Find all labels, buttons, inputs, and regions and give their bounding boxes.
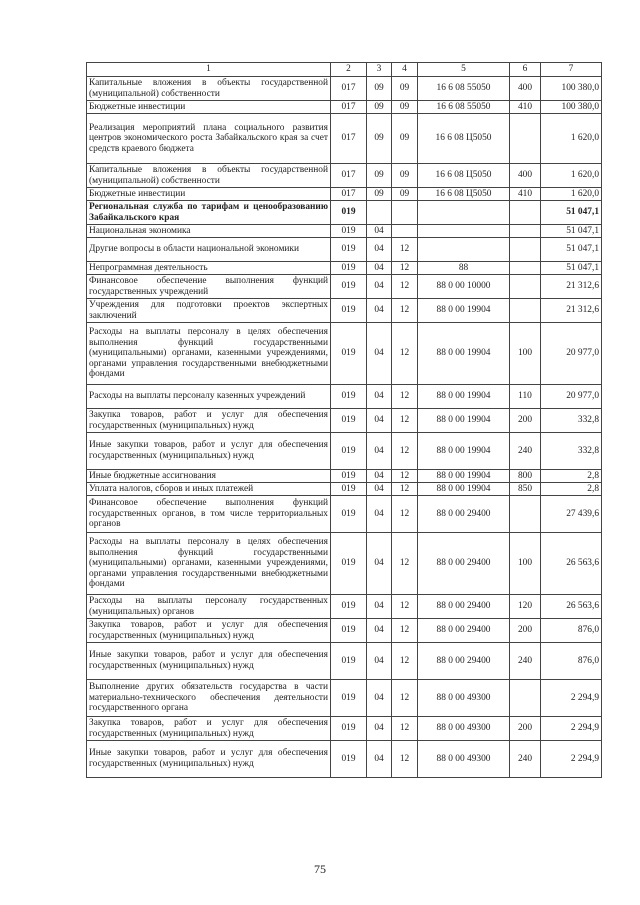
table-body: [87, 77, 602, 778]
budget-table: [86, 62, 602, 778]
expense-type-cell: 100: [510, 533, 541, 595]
ministry-code-cell: 017: [331, 188, 367, 201]
section-code-cell: 04: [367, 533, 392, 595]
table-row: [87, 409, 602, 433]
row-name-cell: Расходы на выплаты персоналу государственных (муниципальных) органов: [87, 595, 331, 619]
ministry-code-cell: 019: [331, 619, 367, 643]
section-code-cell: 04: [367, 225, 392, 238]
expense-type-cell: 240: [510, 643, 541, 680]
table-row: [87, 101, 602, 114]
subsection-code-cell: 12: [392, 409, 418, 433]
table-row: [87, 643, 602, 680]
row-name-cell: Закупка товаров, работ и услуг для обеспечения государственных (муниципальных) нужд: [87, 409, 331, 433]
ministry-code-cell: 019: [331, 741, 367, 778]
table-row: [87, 680, 602, 717]
amount-cell: 1 620,0: [541, 164, 602, 188]
subsection-code-cell: 09: [392, 114, 418, 164]
subsection-code-cell: 09: [392, 77, 418, 101]
amount-cell: 51 047,1: [541, 201, 602, 225]
column-header-7: 7: [541, 63, 602, 77]
subsection-code-cell: 12: [392, 470, 418, 483]
table-row: [87, 77, 602, 101]
table-row: [87, 225, 602, 238]
subsection-code-cell: 12: [392, 741, 418, 778]
ministry-code-cell: 019: [331, 262, 367, 275]
expense-type-cell: [510, 201, 541, 225]
amount-cell: 1 620,0: [541, 188, 602, 201]
subsection-code-cell: 12: [392, 643, 418, 680]
section-code-cell: 04: [367, 275, 392, 299]
ministry-code-cell: 019: [331, 238, 367, 262]
ministry-code-cell: 019: [331, 323, 367, 385]
target-article-cell: [418, 225, 510, 238]
section-code-cell: 09: [367, 101, 392, 114]
column-header-5: 5: [418, 63, 510, 77]
table-row: [87, 323, 602, 385]
amount-cell: 26 563,6: [541, 595, 602, 619]
subsection-code-cell: 12: [392, 680, 418, 717]
expense-type-cell: 240: [510, 741, 541, 778]
target-article-cell: 88 0 00 19904: [418, 433, 510, 470]
amount-cell: 26 563,6: [541, 533, 602, 595]
target-article-cell: 88 0 00 10000: [418, 275, 510, 299]
ministry-code-cell: 019: [331, 717, 367, 741]
expense-type-cell: 850: [510, 483, 541, 496]
expense-type-cell: 800: [510, 470, 541, 483]
subsection-code-cell: 12: [392, 496, 418, 533]
amount-cell: 100 380,0: [541, 101, 602, 114]
target-article-cell: 16 6 08 55050: [418, 101, 510, 114]
target-article-cell: 16 6 08 Ц5050: [418, 164, 510, 188]
expense-type-cell: [510, 496, 541, 533]
row-name-cell: Расходы на выплаты персоналу казенных учреждений: [87, 385, 331, 409]
row-name-cell: Капитальные вложения в объекты государственной (муниципальной) собственности: [87, 164, 331, 188]
subsection-code-cell: 12: [392, 533, 418, 595]
section-code-cell: 09: [367, 188, 392, 201]
section-code-cell: [367, 201, 392, 225]
target-article-cell: 88 0 00 19904: [418, 409, 510, 433]
expense-type-cell: [510, 238, 541, 262]
subsection-code-cell: 12: [392, 717, 418, 741]
row-name-cell: Капитальные вложения в объекты государственной (муниципальной) собственности: [87, 77, 331, 101]
target-article-cell: 88 0 00 29400: [418, 496, 510, 533]
subsection-code-cell: 12: [392, 483, 418, 496]
table-row: [87, 496, 602, 533]
amount-cell: 100 380,0: [541, 77, 602, 101]
section-code-cell: 04: [367, 483, 392, 496]
subsection-code-cell: 12: [392, 433, 418, 470]
ministry-code-cell: 019: [331, 299, 367, 323]
target-article-cell: 16 6 08 55050: [418, 77, 510, 101]
table-row: [87, 595, 602, 619]
column-header-2: 2: [331, 63, 367, 77]
subsection-code-cell: 12: [392, 262, 418, 275]
section-code-cell: 04: [367, 680, 392, 717]
subsection-code-cell: 09: [392, 188, 418, 201]
row-name-cell: Иные закупки товаров, работ и услуг для обеспечения государственных (муниципальных) нужд: [87, 643, 331, 680]
expense-type-cell: [510, 299, 541, 323]
ministry-code-cell: 019: [331, 595, 367, 619]
amount-cell: 51 047,1: [541, 238, 602, 262]
page-number: 75: [314, 862, 326, 876]
section-code-cell: 04: [367, 643, 392, 680]
row-name-cell: Бюджетные инвестиции: [87, 101, 331, 114]
subsection-code-cell: 12: [392, 275, 418, 299]
target-article-cell: 88 0 00 49300: [418, 741, 510, 778]
section-code-cell: 09: [367, 114, 392, 164]
amount-cell: 1 620,0: [541, 114, 602, 164]
amount-cell: 21 312,6: [541, 275, 602, 299]
target-article-cell: 88 0 00 19904: [418, 385, 510, 409]
amount-cell: 876,0: [541, 619, 602, 643]
column-header-1: 1: [87, 63, 331, 77]
amount-cell: 2 294,9: [541, 717, 602, 741]
ministry-code-cell: 019: [331, 433, 367, 470]
expense-type-cell: 200: [510, 409, 541, 433]
target-article-cell: 88 0 00 19904: [418, 470, 510, 483]
section-code-cell: 04: [367, 717, 392, 741]
ministry-code-cell: 019: [331, 409, 367, 433]
target-article-cell: 88 0 00 29400: [418, 643, 510, 680]
row-name-cell: Закупка товаров, работ и услуг для обеспечения государственных (муниципальных) нужд: [87, 717, 331, 741]
row-name-cell: Иные закупки товаров, работ и услуг для обеспечения государственных (муниципальных) нужд: [87, 433, 331, 470]
section-code-cell: 04: [367, 433, 392, 470]
row-name-cell: Расходы на выплаты персоналу в целях обеспечения выполнения функций государственными (муниципальными) органами, казенными учреждениями, органами управления государственными внебюджетными фондами: [87, 533, 331, 595]
ministry-code-cell: 017: [331, 164, 367, 188]
expense-type-cell: [510, 114, 541, 164]
column-header-4: 4: [392, 63, 418, 77]
row-name-cell: Учреждения для подготовки проектов экспертных заключений: [87, 299, 331, 323]
expense-type-cell: [510, 275, 541, 299]
section-code-cell: 04: [367, 619, 392, 643]
row-name-cell: Выполнение других обязательств государства в части материально-технического обеспечения деятельности государственного органа: [87, 680, 331, 717]
target-article-cell: 88 0 00 29400: [418, 595, 510, 619]
target-article-cell: [418, 201, 510, 225]
subsection-code-cell: 09: [392, 101, 418, 114]
amount-cell: 332,8: [541, 433, 602, 470]
amount-cell: 51 047,1: [541, 225, 602, 238]
table-row: [87, 201, 602, 225]
target-article-cell: 88: [418, 262, 510, 275]
table-row: [87, 483, 602, 496]
ministry-code-cell: 017: [331, 101, 367, 114]
expense-type-cell: 410: [510, 188, 541, 201]
row-name-cell: Бюджетные инвестиции: [87, 188, 331, 201]
subsection-code-cell: 12: [392, 595, 418, 619]
row-name-cell: Реализация мероприятий плана социального развития центров экономического роста Забайкальского края за счет средств краевого бюджета: [87, 114, 331, 164]
row-name-cell: Иные закупки товаров, работ и услуг для обеспечения государственных (муниципальных) нужд: [87, 741, 331, 778]
table-row: [87, 717, 602, 741]
row-name-cell: Финансовое обеспечение выполнения функций государственных учреждений: [87, 275, 331, 299]
subsection-code-cell: 09: [392, 164, 418, 188]
table-row: [87, 470, 602, 483]
section-code-cell: 04: [367, 385, 392, 409]
ministry-code-cell: 019: [331, 225, 367, 238]
row-name-cell: Закупка товаров, работ и услуг для обеспечения государственных (муниципальных) нужд: [87, 619, 331, 643]
section-code-cell: 04: [367, 595, 392, 619]
table-row: [87, 238, 602, 262]
ministry-code-cell: 019: [331, 643, 367, 680]
section-code-cell: 04: [367, 238, 392, 262]
table-header-row: [87, 63, 602, 77]
expense-type-cell: 200: [510, 717, 541, 741]
amount-cell: 51 047,1: [541, 262, 602, 275]
expense-type-cell: [510, 680, 541, 717]
amount-cell: 2 294,9: [541, 741, 602, 778]
table-row: [87, 385, 602, 409]
section-code-cell: 09: [367, 77, 392, 101]
ministry-code-cell: 019: [331, 533, 367, 595]
target-article-cell: 88 0 00 19904: [418, 483, 510, 496]
section-code-cell: 04: [367, 496, 392, 533]
expense-type-cell: 200: [510, 619, 541, 643]
section-code-cell: 04: [367, 741, 392, 778]
table-row: [87, 433, 602, 470]
target-article-cell: [418, 238, 510, 262]
table-row: [87, 275, 602, 299]
target-article-cell: 16 6 08 Ц5050: [418, 188, 510, 201]
target-article-cell: 88 0 00 29400: [418, 533, 510, 595]
subsection-code-cell: 12: [392, 299, 418, 323]
table-row: [87, 619, 602, 643]
ministry-code-cell: 019: [331, 275, 367, 299]
ministry-code-cell: 019: [331, 496, 367, 533]
amount-cell: 27 439,6: [541, 496, 602, 533]
ministry-code-cell: 017: [331, 114, 367, 164]
amount-cell: 20 977,0: [541, 323, 602, 385]
subsection-code-cell: 12: [392, 323, 418, 385]
amount-cell: 2,8: [541, 470, 602, 483]
table-row: [87, 114, 602, 164]
subsection-code-cell: [392, 201, 418, 225]
target-article-cell: 88 0 00 19904: [418, 323, 510, 385]
amount-cell: 2,8: [541, 483, 602, 496]
row-name-cell: Другие вопросы в области национальной экономики: [87, 238, 331, 262]
table-row: [87, 741, 602, 778]
subsection-code-cell: 12: [392, 385, 418, 409]
section-code-cell: 04: [367, 262, 392, 275]
subsection-code-cell: 12: [392, 238, 418, 262]
expense-type-cell: 400: [510, 77, 541, 101]
expense-type-cell: [510, 225, 541, 238]
target-article-cell: 88 0 00 49300: [418, 680, 510, 717]
expense-type-cell: 400: [510, 164, 541, 188]
row-name-cell: Региональная служба по тарифам и ценообразованию Забайкальского края: [87, 201, 331, 225]
amount-cell: 21 312,6: [541, 299, 602, 323]
row-name-cell: Уплата налогов, сборов и иных платежей: [87, 483, 331, 496]
row-name-cell: Иные бюджетные ассигнования: [87, 470, 331, 483]
column-header-6: 6: [510, 63, 541, 77]
section-code-cell: 09: [367, 164, 392, 188]
subsection-code-cell: 12: [392, 619, 418, 643]
section-code-cell: 04: [367, 323, 392, 385]
table-row: [87, 299, 602, 323]
ministry-code-cell: 019: [331, 470, 367, 483]
ministry-code-cell: 019: [331, 483, 367, 496]
target-article-cell: 88 0 00 19904: [418, 299, 510, 323]
table-row: [87, 533, 602, 595]
amount-cell: 2 294,9: [541, 680, 602, 717]
section-code-cell: 04: [367, 299, 392, 323]
amount-cell: 332,8: [541, 409, 602, 433]
expense-type-cell: 120: [510, 595, 541, 619]
table-row: [87, 262, 602, 275]
ministry-code-cell: 019: [331, 680, 367, 717]
ministry-code-cell: 019: [331, 385, 367, 409]
target-article-cell: 88 0 00 29400: [418, 619, 510, 643]
expense-type-cell: 100: [510, 323, 541, 385]
expense-type-cell: 410: [510, 101, 541, 114]
expense-type-cell: 240: [510, 433, 541, 470]
row-name-cell: Непрограммная деятельность: [87, 262, 331, 275]
table-row: [87, 164, 602, 188]
column-header-3: 3: [367, 63, 392, 77]
row-name-cell: Расходы на выплаты персоналу в целях обеспечения выполнения функций государственными (муниципальными) органами, казенными учреждениями, органами управления государственными внебюджетными фондами: [87, 323, 331, 385]
section-code-cell: 04: [367, 470, 392, 483]
row-name-cell: Финансовое обеспечение выполнения функций государственных органов, в том числе территориальных органов: [87, 496, 331, 533]
row-name-cell: Национальная экономика: [87, 225, 331, 238]
ministry-code-cell: 019: [331, 201, 367, 225]
target-article-cell: 16 6 08 Ц5050: [418, 114, 510, 164]
expense-type-cell: 110: [510, 385, 541, 409]
subsection-code-cell: [392, 225, 418, 238]
amount-cell: 20 977,0: [541, 385, 602, 409]
table-row: [87, 188, 602, 201]
amount-cell: 876,0: [541, 643, 602, 680]
section-code-cell: 04: [367, 409, 392, 433]
target-article-cell: 88 0 00 49300: [418, 717, 510, 741]
ministry-code-cell: 017: [331, 77, 367, 101]
expense-type-cell: [510, 262, 541, 275]
